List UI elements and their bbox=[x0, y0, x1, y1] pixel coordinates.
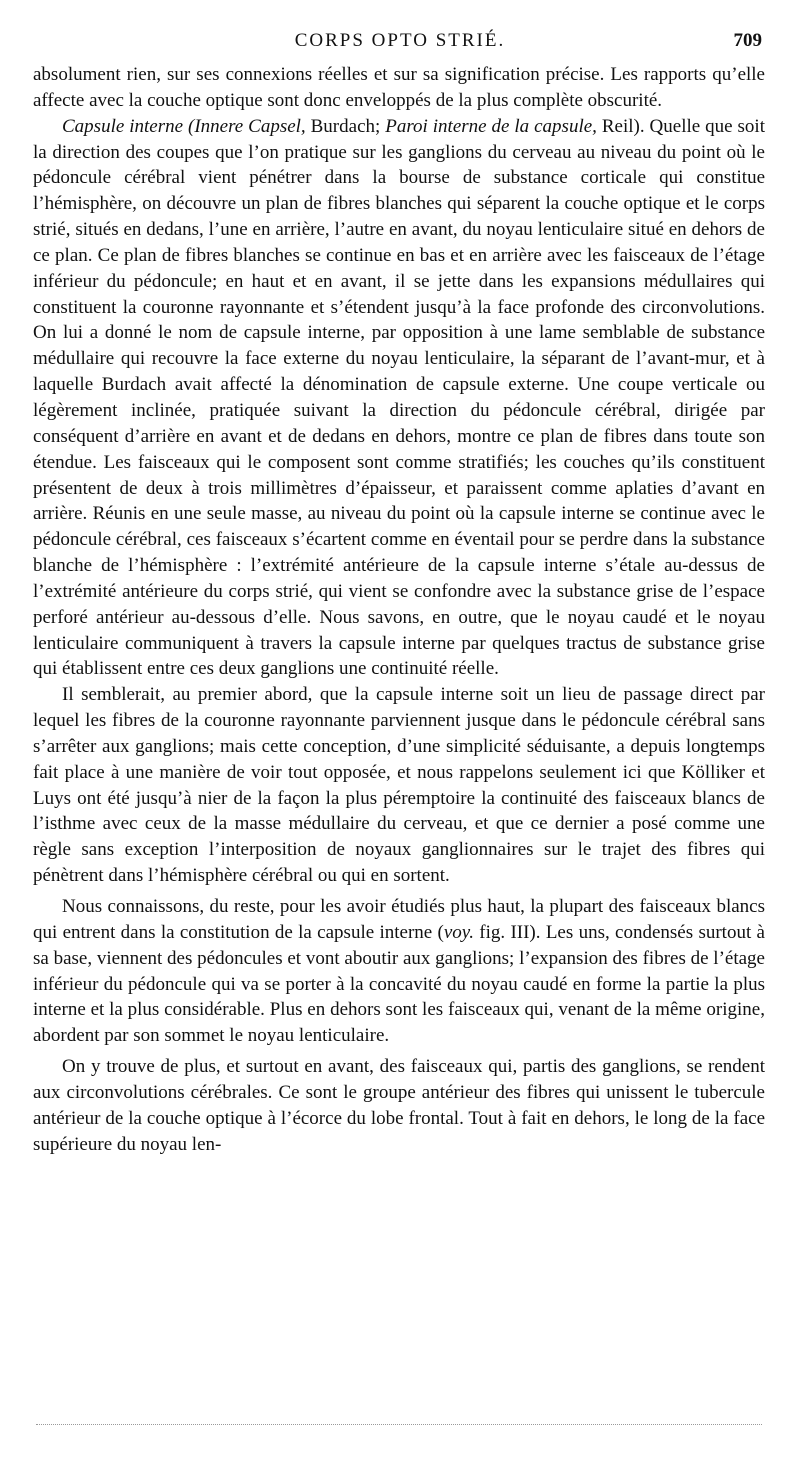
running-title: CORPS OPTO STRIÉ. bbox=[294, 30, 506, 51]
paragraph-2 bbox=[33, 114, 765, 683]
italic-term: voy. bbox=[443, 921, 474, 943]
paragraph-3 bbox=[33, 682, 765, 889]
running-head bbox=[30, 30, 770, 58]
paragraph-text: Reil). Quelle que soit la direction des coupes que l’on pratique sur les ganglions du cerveau au niveau du point où le pédoncule cérébral vient pénétrer dans la bourse de substance corticale qui constitue l’hémisphère, on découvre un plan de fibres blanches qui séparent la couche optique et le corps strié, situés en dedans, l’une en arrière, l’autre en avant, du noyau lenticulaire situé en dehors de ce plan. Ce plan de fibres blanches se continue en bas et en arrière avec les faisceaux de l’étage inférieur du pédoncule; en haut et en avant, il se jette dans les expansions médullaires qui constituent la couronne rayonnante et s’étendent jusqu’à la face profonde des circonvolutions. On lui a donné le nom de capsule interne, par opposition à une lame semblable de substance médullaire qui recouvre la face externe du noyau lenticulaire, la séparant de l’avant-mur, et à laquelle Burdach avait affecté la dénomination de capsule externe. Une coupe verticale ou légèrement inclinée, pratiquée suivant la direction du pédoncule cérébral, dirigée par conséquent d’arrière en avant et de dedans en dehors, montre ce plan de fibres dans toute son étendue. Les faisceaux qui le composent sont comme stratifiés; les couches qu’ils constituent présentent de deux à trois millimètres d’épaisseur, et paraissent comme aplaties d’avant en arrière. Réunis en une seule masse, au niveau du point où la capsule interne se continue avec le pédoncule cérébral, ces faisceaux s’écartent comme en éventail pour se perdre dans la substance blanche de l’hémisphère : l’extrémité antérieure de la capsule interne s’étale au-dessus de l’extrémité antérieure du corps strié, qui vient se confondre avec la substance grise de l’espace perforé antérieur au-dessous d’elle. Nous savons, en outre, que le noyau caudé et le noyau lenticulaire communiquent à travers la capsule interne par quelques tractus de substance grise qui établissent entre ces deux ganglions une continuité réelle. bbox=[33, 115, 765, 680]
page-number: 709 bbox=[733, 30, 762, 51]
paragraph-text: Burdach; bbox=[305, 115, 386, 137]
paragraph-text: Il semblerait, au premier abord, que la capsule interne soit un lieu de passage direct par lequel les fibres de la couronne rayonnante parviennent jusque dans le pédoncule cérébral sans s’arrêter aux ganglions; mais cette conception, d’une simplicité séduisante, a depuis longtemps fait place à une manière de voir tout opposée, et nous rappelons seulement ici que Kölliker et Luys ont été jusqu’à nier de la façon la plus péremptoire la continuité des faisceaux blancs de l’isthme avec ceux de la masse médullaire du cerveau, et que ce dernier a posé comme une règle sans exception l’interposition de noyaux ganglionnaires sur le trajet des fibres qui pénètrent dans l’hémisphère cérébral ou qui en sortent. bbox=[33, 684, 765, 887]
paragraph-5 bbox=[33, 1054, 765, 1157]
paragraph-text: fig. III). Les uns, condensés surtout à sa base, viennent des pédoncules et vont aboutir aux ganglions; l’expansion des fibres de l’étage inférieur du pédoncule qui va se porter à la concavité du noyau caudé en forme la partie la plus interne et la plus considérable. Plus en dehors sont les faisceaux qui, venant de la même origine, abordent par son sommet le noyau lenticulaire. bbox=[33, 921, 765, 1047]
paragraph-text: On y trouve de plus, et surtout en avant, des faisceaux qui, partis des ganglions, se rendent aux circonvolutions cérébrales. Ce sont le groupe antérieur des fibres qui unissent le tubercule antérieur de la couche optique à l’écorce du lobe frontal. Tout à fait en dehors, le long de la face supérieure du noyau len- bbox=[33, 1056, 765, 1155]
paragraph-text: absolument rien, sur ses connexions réelles et sur sa signification précise. Les rapports qu’elle affecte avec la couche optique sont donc enveloppés de la plus complète obscurité. bbox=[33, 64, 765, 111]
body-text bbox=[33, 62, 765, 1157]
italic-term: Paroi interne de la capsule, bbox=[385, 115, 597, 137]
italic-term: Capsule interne (Innere Capsel, bbox=[62, 115, 306, 137]
dotted-divider bbox=[36, 1424, 762, 1425]
paragraph-text: Nous connaissons, du reste, pour les avoir étudiés plus haut, la plupart des faisceaux blancs qui entrent dans la constitution de la capsule interne ( bbox=[33, 896, 765, 943]
paragraph-1 bbox=[33, 62, 765, 114]
paragraph-4 bbox=[33, 894, 765, 1049]
